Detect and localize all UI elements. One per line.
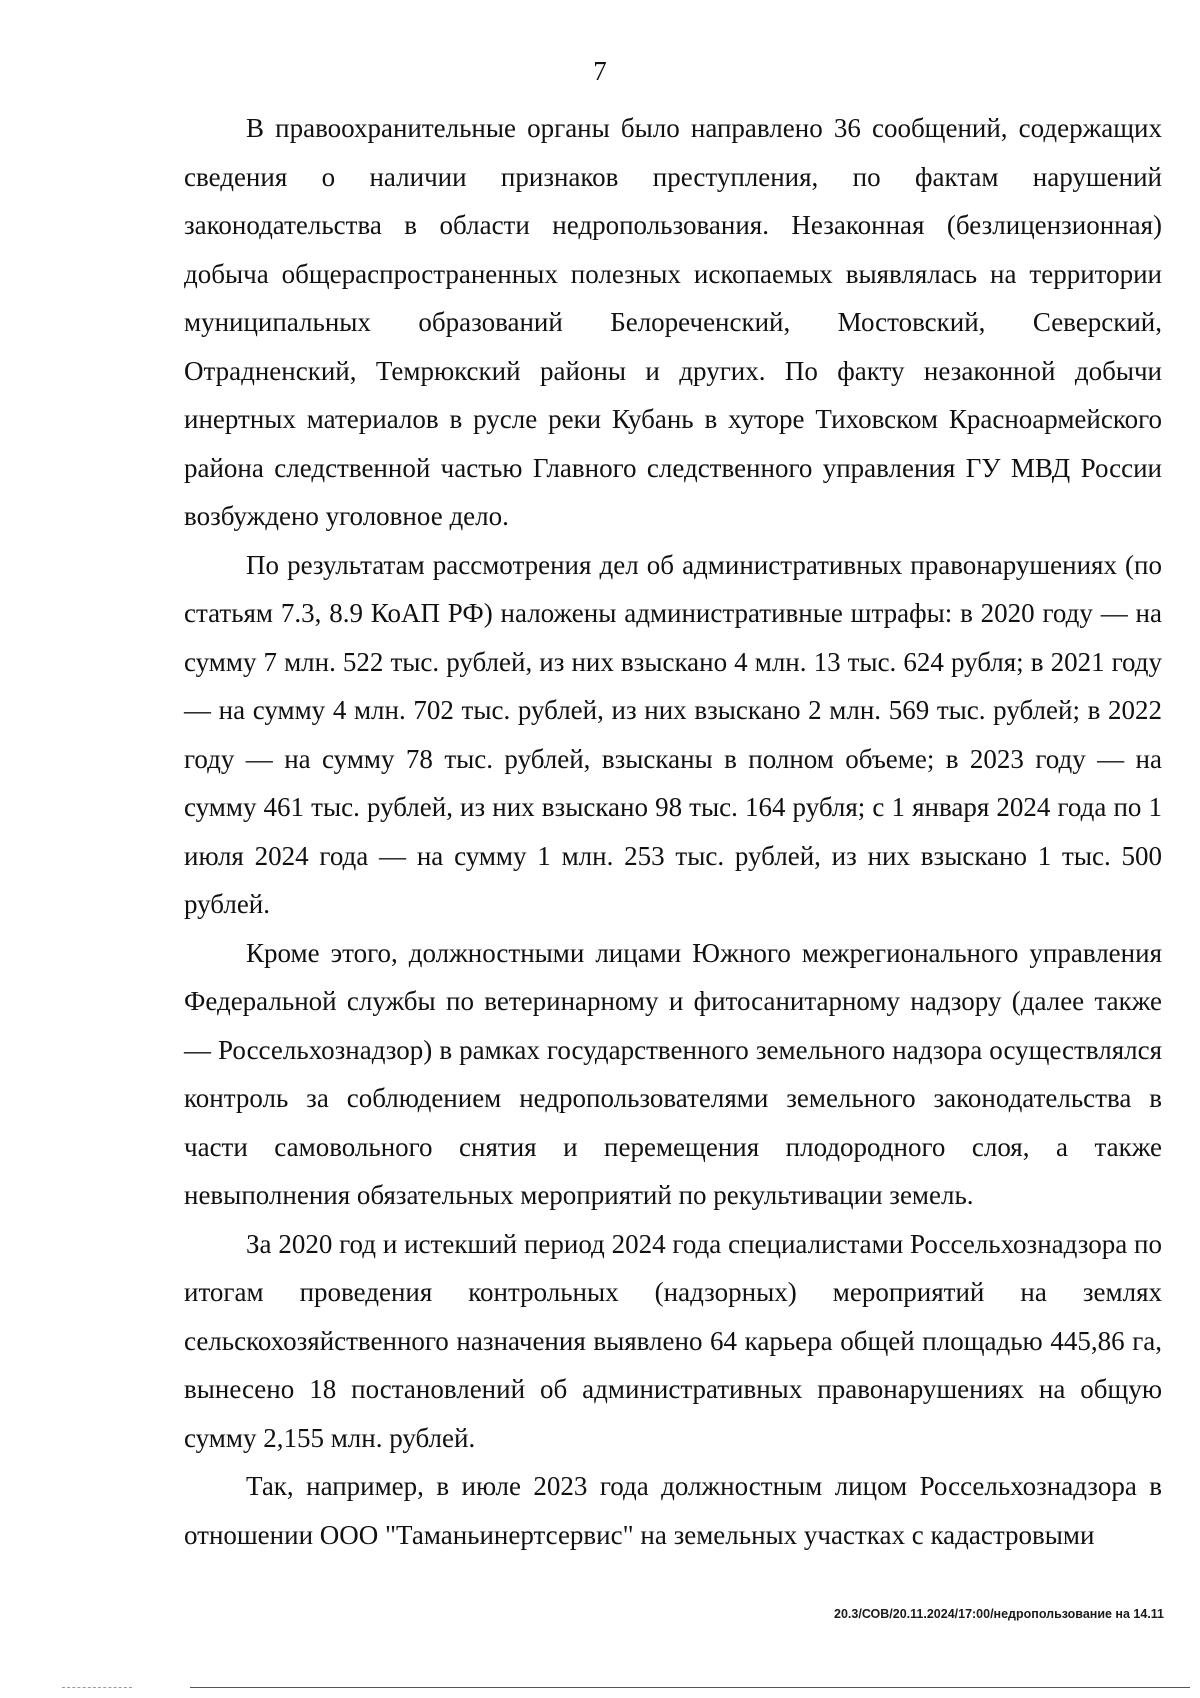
paragraph-quarries-statistics: За 2020 год и истекший период 2024 года специалистами Россельхознадзора по итогам проведения контрольных (надзорных) мероприятий на землях сельскохозяйственного назначения выявлено 64 карьера общей площадью 445,86 га, вынесено 18 постановлений об административных правонарушениях на общую сумму 2,155 млн. рублей. [184,1228,1162,1453]
paragraph-law-enforcement: В правоохранительные органы было направлено 36 сообщений, содержащих сведения о наличии признаков преступления, по фактам нарушений законодательства в области недропользования. Незаконная (безлицензионная) добыча общераспространенных полезных ископаемых выявлялась на территории муниципальных образований Белореченский, Мостовский, Северский, Отрадненский, Темрюкский районы и других. По факту незаконной добычи инертных материалов в русле реки Кубань в хуторе Тиховском Красноармейского района следственной частью Главного следственного управления ГУ МВД России возбуждено уголовное дело. [184,113,1162,531]
page-number: 7 [593,56,607,86]
paragraph-example-case: Так, например, в июле 2023 года должностным лицом Россельхознадзора в отношении ООО "Таманьинертсервис" на земельных участках с кадастровыми [184,1471,1162,1550]
scan-bottom-rule [190,1687,1190,1688]
paragraph-rosselkhoznadzor-control: Кроме этого, должностными лицами Южного межрегионального управления Федеральной службы по ветеринарному и фитосанитарному надзору (далее также — Россельхознадзор) в рамках государственного земельного надзора осуществлялся контроль за соблюдением недропользователями земельного законодательства в части самовольного снятия и перемещения плодородного слоя, а также невыполнения обязательных мероприятий по рекультивации земель. [184,937,1162,1210]
paragraph-administrative-fines: По результатам рассмотрения дел об административных правонарушениях (по статьям 7.3, 8.9 КоАП РФ) наложены административные штрафы: в 2020 году — на сумму 7 млн. 522 тыс. рублей, из них взыскано 4 млн. 13 тыс. 624 рубля; в 2021 году — на сумму 4 млн. 702 тыс. рублей, из них взыскано 2 млн. 569 тыс. рублей; в 2022 году — на сумму 78 тыс. рублей, взысканы в полном объеме; в 2023 году — на сумму 461 тыс. рублей, из них взыскано 98 тыс. 164 рубля; с 1 января 2024 года по 1 июля 2024 года — на сумму 1 млн. 253 тыс. рублей, из них взыскано 1 тыс. 500 рублей. [184,549,1162,919]
document-footer-code: 20.3/СОВ/20.11.2024/17:00/недропользование на 14.11 [834,1607,1164,1621]
scan-margin-mark [62,1687,132,1688]
document-body [184,104,1162,1559]
